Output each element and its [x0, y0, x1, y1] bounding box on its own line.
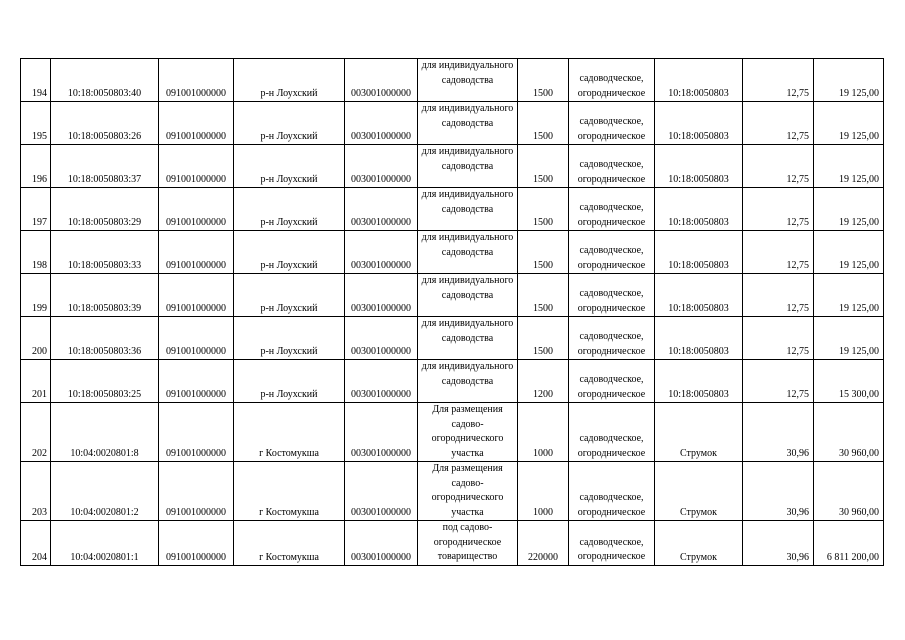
category-code-cell: 003001000000	[345, 360, 418, 403]
cadastral-value-cell: 19 125,00	[814, 102, 884, 145]
use-type-cell: садоводческое, огородническое	[569, 317, 655, 360]
use-type-cell: садоводческое, огородническое	[569, 59, 655, 102]
cadastral-zone-cell: Струмок	[655, 403, 743, 462]
category-code-cell: 003001000000	[345, 274, 418, 317]
table-row	[21, 360, 884, 403]
area-value-cell: 1000	[518, 403, 569, 462]
category-code-cell: 003001000000	[345, 102, 418, 145]
cadastral-value-cell: 19 125,00	[814, 59, 884, 102]
oktmo-code-cell: 091001000000	[159, 403, 234, 462]
permitted-use-cell: для индивидуального садоводства	[418, 231, 518, 274]
area-value-cell: 220000	[518, 521, 569, 566]
cadastral-zone-cell: 10:18:0050803	[655, 59, 743, 102]
row-number-cell: 197	[21, 188, 51, 231]
specific-value-cell: 12,75	[743, 360, 814, 403]
permitted-use-cell: Для размещения садово-огороднического участка	[418, 462, 518, 521]
location-cell: р-н Лоухский	[234, 274, 345, 317]
cadastral-number-cell: 10:18:0050803:33	[51, 231, 159, 274]
row-number-cell: 204	[21, 521, 51, 566]
specific-value-cell: 30,96	[743, 521, 814, 566]
permitted-use-cell: для индивидуального садоводства	[418, 188, 518, 231]
cadastral-zone-cell: 10:18:0050803	[655, 360, 743, 403]
row-number-cell: 202	[21, 403, 51, 462]
cadastral-value-cell: 19 125,00	[814, 188, 884, 231]
location-cell: р-н Лоухский	[234, 102, 345, 145]
category-code-cell: 003001000000	[345, 521, 418, 566]
use-type-cell: садоводческое, огородническое	[569, 274, 655, 317]
table-row	[21, 102, 884, 145]
oktmo-code-cell: 091001000000	[159, 360, 234, 403]
area-value-cell: 1000	[518, 462, 569, 521]
specific-value-cell: 12,75	[743, 59, 814, 102]
cadastral-number-cell: 10:18:0050803:39	[51, 274, 159, 317]
category-code-cell: 003001000000	[345, 59, 418, 102]
cadastral-zone-cell: 10:18:0050803	[655, 145, 743, 188]
oktmo-code-cell: 091001000000	[159, 59, 234, 102]
cadastral-value-cell: 15 300,00	[814, 360, 884, 403]
location-cell: р-н Лоухский	[234, 59, 345, 102]
category-code-cell: 003001000000	[345, 145, 418, 188]
specific-value-cell: 12,75	[743, 274, 814, 317]
specific-value-cell: 12,75	[743, 317, 814, 360]
permitted-use-cell: для индивидуального садоводства	[418, 102, 518, 145]
category-code-cell: 003001000000	[345, 231, 418, 274]
oktmo-code-cell: 091001000000	[159, 102, 234, 145]
row-number-cell: 198	[21, 231, 51, 274]
cadastral-number-cell: 10:18:0050803:37	[51, 145, 159, 188]
specific-value-cell: 12,75	[743, 145, 814, 188]
cadastral-value-cell: 19 125,00	[814, 145, 884, 188]
category-code-cell: 003001000000	[345, 462, 418, 521]
oktmo-code-cell: 091001000000	[159, 231, 234, 274]
use-type-cell: садоводческое, огородническое	[569, 102, 655, 145]
oktmo-code-cell: 091001000000	[159, 521, 234, 566]
cadastral-number-cell: 10:18:0050803:25	[51, 360, 159, 403]
row-number-cell: 194	[21, 59, 51, 102]
cadastral-value-cell: 6 811 200,00	[814, 521, 884, 566]
location-cell: г Костомукша	[234, 462, 345, 521]
permitted-use-cell: для индивидуального садоводства	[418, 145, 518, 188]
permitted-use-cell: для индивидуального садоводства	[418, 274, 518, 317]
table-row	[21, 145, 884, 188]
row-number-cell: 196	[21, 145, 51, 188]
table-row	[21, 403, 884, 462]
area-value-cell: 1500	[518, 274, 569, 317]
cadastral-value-cell: 30 960,00	[814, 462, 884, 521]
table-row	[21, 317, 884, 360]
cadastral-value-cell: 19 125,00	[814, 317, 884, 360]
permitted-use-cell: под садово-огородническое товарищество	[418, 521, 518, 566]
cadastral-value-cell: 30 960,00	[814, 403, 884, 462]
cadastral-zone-cell: 10:18:0050803	[655, 188, 743, 231]
use-type-cell: садоводческое, огородническое	[569, 188, 655, 231]
specific-value-cell: 30,96	[743, 462, 814, 521]
cadastral-number-cell: 10:18:0050803:29	[51, 188, 159, 231]
cadastral-value-cell: 19 125,00	[814, 274, 884, 317]
cadastral-number-cell: 10:04:0020801:2	[51, 462, 159, 521]
table-row	[21, 521, 884, 566]
area-value-cell: 1500	[518, 102, 569, 145]
area-value-cell: 1500	[518, 59, 569, 102]
use-type-cell: садоводческое, огородническое	[569, 521, 655, 566]
row-number-cell: 195	[21, 102, 51, 145]
oktmo-code-cell: 091001000000	[159, 188, 234, 231]
specific-value-cell: 12,75	[743, 102, 814, 145]
cadastral-zone-cell: 10:18:0050803	[655, 317, 743, 360]
cadastral-number-cell: 10:04:0020801:8	[51, 403, 159, 462]
table-row	[21, 231, 884, 274]
cadastral-zone-cell: 10:18:0050803	[655, 102, 743, 145]
area-value-cell: 1200	[518, 360, 569, 403]
oktmo-code-cell: 091001000000	[159, 317, 234, 360]
cadastral-zone-cell: Струмок	[655, 521, 743, 566]
area-value-cell: 1500	[518, 317, 569, 360]
table-row	[21, 59, 884, 102]
area-value-cell: 1500	[518, 188, 569, 231]
table-row	[21, 274, 884, 317]
oktmo-code-cell: 091001000000	[159, 462, 234, 521]
row-number-cell: 203	[21, 462, 51, 521]
use-type-cell: садоводческое, огородническое	[569, 145, 655, 188]
permitted-use-cell: для индивидуального садоводства	[418, 360, 518, 403]
specific-value-cell: 30,96	[743, 403, 814, 462]
permitted-use-cell: для индивидуального садоводства	[418, 59, 518, 102]
use-type-cell: садоводческое, огородническое	[569, 403, 655, 462]
use-type-cell: садоводческое, огородническое	[569, 462, 655, 521]
location-cell: р-н Лоухский	[234, 188, 345, 231]
location-cell: р-н Лоухский	[234, 145, 345, 188]
specific-value-cell: 12,75	[743, 188, 814, 231]
table-row	[21, 462, 884, 521]
table-row	[21, 188, 884, 231]
use-type-cell: садоводческое, огородническое	[569, 231, 655, 274]
cadastral-number-cell: 10:04:0020801:1	[51, 521, 159, 566]
location-cell: г Костомукша	[234, 403, 345, 462]
category-code-cell: 003001000000	[345, 403, 418, 462]
oktmo-code-cell: 091001000000	[159, 145, 234, 188]
location-cell: г Костомукша	[234, 521, 345, 566]
table-body	[21, 59, 884, 566]
category-code-cell: 003001000000	[345, 317, 418, 360]
location-cell: р-н Лоухский	[234, 317, 345, 360]
location-cell: р-н Лоухский	[234, 360, 345, 403]
cadastral-value-cell: 19 125,00	[814, 231, 884, 274]
permitted-use-cell: Для размещения садово-огороднического участка	[418, 403, 518, 462]
land-plots-table	[20, 58, 884, 566]
row-number-cell: 199	[21, 274, 51, 317]
area-value-cell: 1500	[518, 231, 569, 274]
row-number-cell: 200	[21, 317, 51, 360]
use-type-cell: садоводческое, огородническое	[569, 360, 655, 403]
category-code-cell: 003001000000	[345, 188, 418, 231]
cadastral-number-cell: 10:18:0050803:36	[51, 317, 159, 360]
permitted-use-cell: для индивидуального садоводства	[418, 317, 518, 360]
specific-value-cell: 12,75	[743, 231, 814, 274]
cadastral-zone-cell: 10:18:0050803	[655, 274, 743, 317]
cadastral-zone-cell: 10:18:0050803	[655, 231, 743, 274]
cadastral-number-cell: 10:18:0050803:26	[51, 102, 159, 145]
cadastral-number-cell: 10:18:0050803:40	[51, 59, 159, 102]
location-cell: р-н Лоухский	[234, 231, 345, 274]
area-value-cell: 1500	[518, 145, 569, 188]
row-number-cell: 201	[21, 360, 51, 403]
oktmo-code-cell: 091001000000	[159, 274, 234, 317]
cadastral-zone-cell: Струмок	[655, 462, 743, 521]
